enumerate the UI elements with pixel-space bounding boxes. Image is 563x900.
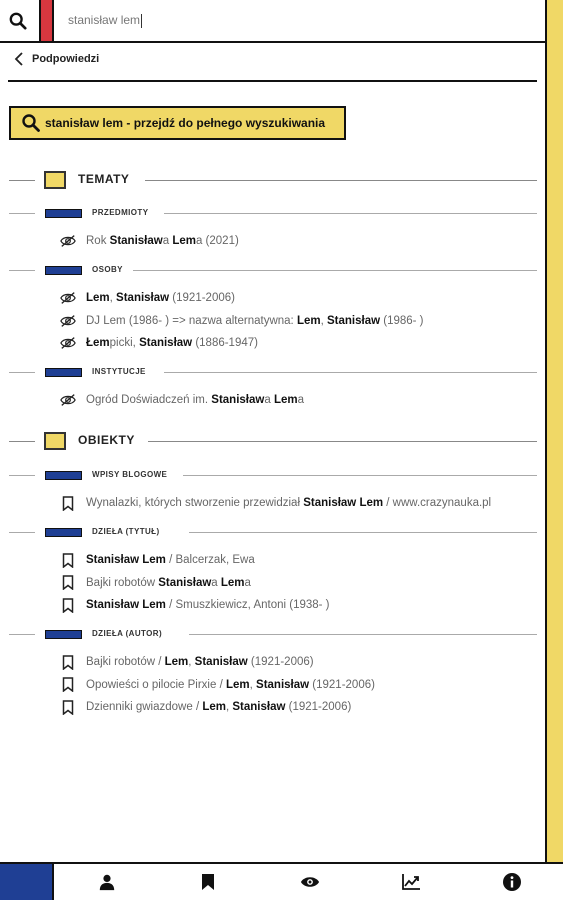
nav-stats-button[interactable] xyxy=(401,872,421,892)
nav-views-button[interactable] xyxy=(300,872,320,892)
bookmark-icon xyxy=(60,699,76,715)
eye-off-icon xyxy=(60,233,76,249)
search-input-value: stanisław lem xyxy=(68,13,141,27)
group-title: WPISY BLOGOWE xyxy=(92,470,168,479)
list-item[interactable] xyxy=(60,552,255,568)
list-item-label: DJ Lem (1986- ) => nazwa alternatywna: Lem, Stanisław (1986- ) xyxy=(86,314,424,327)
search-icon xyxy=(9,12,27,30)
back-label: Podpowiedzi xyxy=(32,53,100,65)
group-divider-left xyxy=(9,213,35,214)
bookmark-icon xyxy=(60,575,76,591)
full-search-label: stanisław lem - przejdź do pełnego wyszukiwania xyxy=(45,116,326,130)
eye-icon xyxy=(300,875,320,889)
list-item[interactable] xyxy=(60,654,314,670)
group-divider-right xyxy=(164,213,537,214)
nav-profile-button[interactable] xyxy=(97,872,117,892)
group-marker xyxy=(45,528,82,537)
category-marker xyxy=(44,432,66,450)
list-item[interactable] xyxy=(60,335,258,351)
bookmark-icon xyxy=(200,873,216,891)
group-divider-left xyxy=(9,532,35,533)
category-title: TEMATY xyxy=(78,172,130,186)
info-icon xyxy=(502,872,522,892)
list-item-label: Dzienniki gwiazdowe / Lem, Stanisław (1921-2006) xyxy=(86,701,352,713)
list-item[interactable] xyxy=(60,392,304,408)
list-item[interactable] xyxy=(60,575,251,591)
group-title: OSOBY xyxy=(92,265,123,274)
category-divider-right xyxy=(145,180,537,181)
chevron-left-icon xyxy=(14,52,24,66)
list-item[interactable] xyxy=(60,597,330,613)
list-item[interactable] xyxy=(60,699,351,715)
nav-info-button[interactable] xyxy=(502,872,522,892)
group-divider-right xyxy=(133,270,537,271)
group-title: PRZEDMIOTY xyxy=(92,208,149,217)
group-title: DZIEŁA (AUTOR) xyxy=(92,629,163,638)
group-marker xyxy=(45,209,82,218)
group-divider-left xyxy=(9,475,35,476)
list-item-label: Wynalazki, których stworzenie przewidział Stanisław Lem / www.crazynauka.pl xyxy=(86,497,492,509)
bottom-nav xyxy=(0,862,563,900)
search-button[interactable] xyxy=(0,0,36,41)
list-item-label: Bajki robotów / Lem, Stanisław (1921-2006) xyxy=(86,656,314,668)
category-divider-left xyxy=(9,180,35,181)
group-divider-right xyxy=(164,372,537,373)
group-title: INSTYTUCJE xyxy=(92,367,146,376)
category-divider-left xyxy=(9,441,35,442)
list-item-label: Stanisław Lem / Balcerzak, Ewa xyxy=(86,554,255,566)
eye-off-icon xyxy=(60,392,76,408)
blue-accent-block xyxy=(0,864,54,900)
list-item-label: Rok Stanisława Lema (2021) xyxy=(86,235,239,247)
search-icon xyxy=(21,113,41,133)
person-icon xyxy=(98,873,116,891)
bookmark-icon xyxy=(60,677,76,693)
list-item[interactable] xyxy=(60,313,424,329)
list-item-label: Bajki robotów Stanisława Lema xyxy=(86,576,251,589)
list-item-label: Ogród Doświadczeń im. Stanisława Lema xyxy=(86,394,304,406)
group-marker xyxy=(45,471,82,480)
bookmark-icon xyxy=(60,654,76,670)
divider xyxy=(8,80,537,82)
bookmark-icon xyxy=(60,597,76,613)
category-divider-right xyxy=(148,441,537,442)
bookmark-icon xyxy=(60,495,76,511)
search-bar xyxy=(0,0,545,43)
group-title: DZIEŁA (TYTUŁ) xyxy=(92,527,160,536)
category-marker xyxy=(44,171,66,189)
group-marker xyxy=(45,368,82,377)
list-item[interactable] xyxy=(60,290,235,306)
group-divider-right xyxy=(189,634,537,635)
full-search-button[interactable] xyxy=(9,106,346,140)
trending-chart-icon xyxy=(401,873,421,891)
bookmark-icon xyxy=(60,552,76,568)
group-divider-left xyxy=(9,270,35,271)
eye-off-icon xyxy=(60,290,76,306)
group-marker xyxy=(45,266,82,275)
list-item-label: Stanisław Lem / Smuszkiewicz, Antoni (1938- ) xyxy=(86,599,330,611)
nav-bookmarks-button[interactable] xyxy=(198,872,218,892)
list-item[interactable] xyxy=(60,677,375,693)
red-accent-strip xyxy=(39,0,54,41)
eye-off-icon xyxy=(60,335,76,351)
list-item[interactable] xyxy=(60,233,239,249)
search-input[interactable] xyxy=(68,13,142,28)
group-divider-left xyxy=(9,634,35,635)
group-divider-left xyxy=(9,372,35,373)
list-item-label: Opowieści o pilocie Pirxie / Lem, Stanisław (1921-2006) xyxy=(86,678,375,691)
text-caret xyxy=(141,14,142,28)
eye-off-icon xyxy=(60,313,76,329)
group-marker xyxy=(45,630,82,639)
category-title: OBIEKTY xyxy=(78,433,135,447)
group-divider-right xyxy=(189,532,537,533)
list-item-label: Łempicki, Stanisław (1886-1947) xyxy=(86,337,258,349)
list-item-label: Lem, Stanisław (1921-2006) xyxy=(86,292,235,304)
back-button[interactable] xyxy=(14,52,99,66)
list-item[interactable] xyxy=(60,495,491,511)
group-divider-right xyxy=(183,475,537,476)
right-yellow-strip xyxy=(545,0,563,862)
